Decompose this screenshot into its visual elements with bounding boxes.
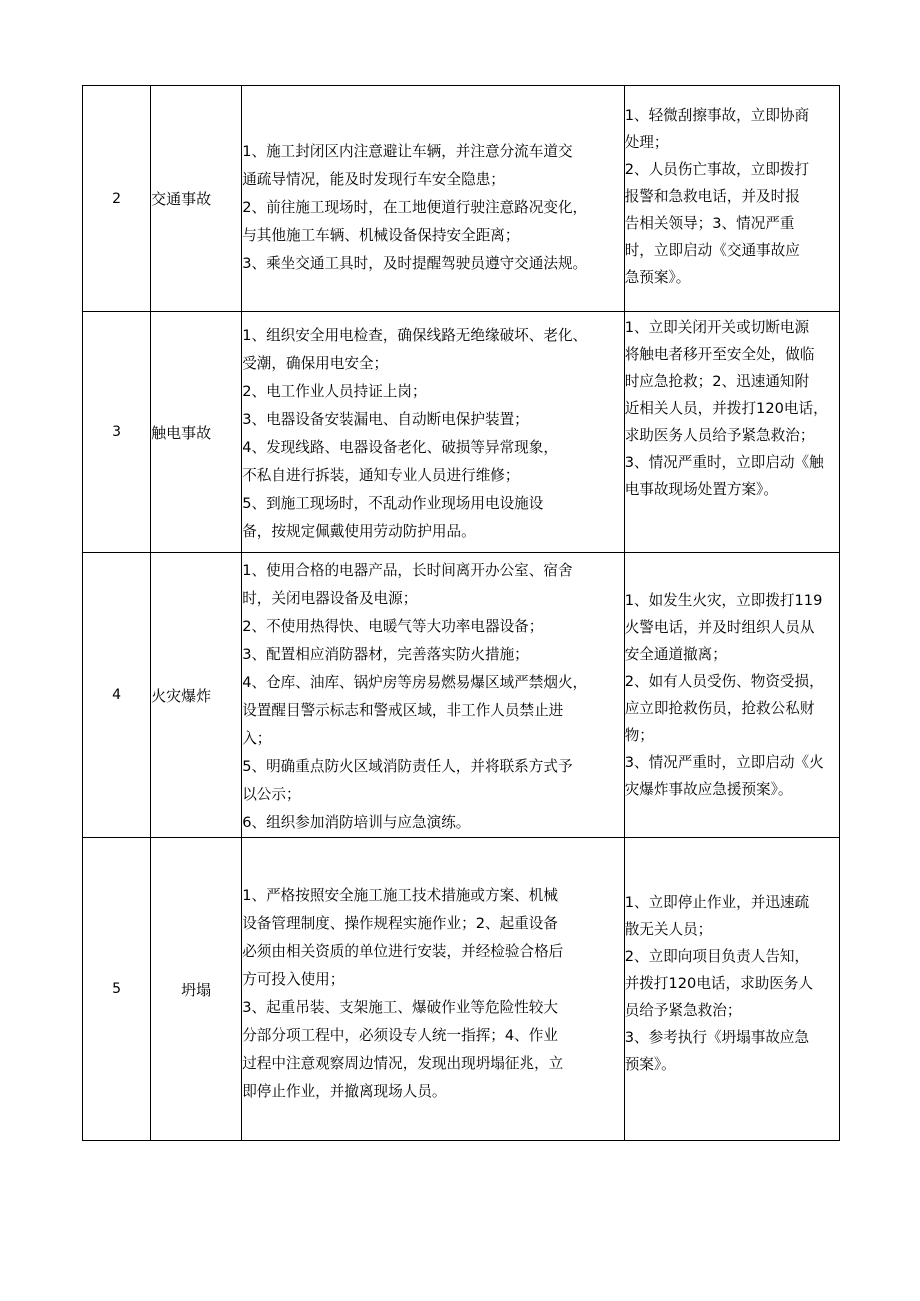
measure-line: 1、组织安全用电检查，确保线路无绝缘破坏、老化、	[242, 327, 588, 344]
accident-type: 交通事故	[151, 86, 242, 312]
row-number: 5	[83, 838, 151, 1141]
response-line: 1、轻微刮擦事故，立即协商	[624, 107, 810, 124]
measure-line: 受潮，确保用电安全；	[242, 355, 389, 372]
response-line: 报警和急救电话，并及时报	[624, 188, 800, 205]
row-number: 3	[83, 312, 151, 553]
table-row	[83, 312, 840, 553]
table-row	[83, 553, 840, 838]
response-line: 急预案》。	[624, 269, 691, 286]
response-line: 安全通道撤离；	[624, 646, 727, 663]
response-line: 时，立即启动《交通事故应	[624, 242, 800, 259]
accident-type: 坍塌	[151, 838, 242, 1141]
emergency-response	[624, 553, 839, 838]
accident-type: 触电事故	[151, 312, 242, 553]
response-line: 3、情况严重时，立即启动《触	[624, 454, 824, 471]
table-row	[83, 838, 840, 1141]
measure-line: 设置醒目警示标志和警戒区域，非工作人员禁止进	[242, 702, 564, 719]
measure-line: 即停止作业，并撤离现场人员。	[242, 1083, 447, 1100]
response-line: 1、立即关闭开关或切断电源	[624, 319, 810, 336]
emergency-response	[624, 312, 839, 553]
response-line: 火警电话，并及时组织人员从	[624, 619, 815, 636]
measure-line: 1、施工封闭区内注意避让车辆，并注意分流车道交	[242, 143, 573, 160]
response-line: 物；	[624, 727, 654, 744]
emergency-response	[624, 838, 839, 1141]
response-line: 预案》。	[624, 1056, 676, 1073]
response-line: 时应急抢救；2、迅速通知附	[624, 373, 810, 390]
measure-line: 3、电器设备安装漏电、自动断电保护装置；	[242, 411, 529, 428]
measure-line: 5、到施工现场时，不乱动作业现场用电设施设	[242, 495, 544, 512]
response-line: 员给予紧急救治；	[624, 1002, 742, 1019]
response-line: 2、如有人员受伤、物资受损，	[624, 673, 824, 690]
response-line: 应立即抢救伤员，抢救公私财	[624, 700, 815, 717]
measure-line: 2、电工作业人员持证上岗；	[242, 383, 427, 400]
measure-line: 不私自进行拆装，通知专业人员进行维修；	[242, 467, 520, 484]
prevention-measures	[242, 838, 625, 1141]
measure-line: 3、乘坐交通工具时，及时提醒驾驶员遵守交通法规。	[242, 255, 588, 272]
measure-line: 5、明确重点防火区域消防责任人，并将联系方式予	[242, 758, 573, 775]
measure-line: 入；	[242, 730, 272, 747]
prevention-measures	[242, 312, 625, 553]
measure-line: 2、不使用热得快、电暖气等大功率电器设备；	[242, 618, 544, 635]
measure-line: 时，关闭电器设备及电源；	[242, 590, 418, 607]
response-line: 电事故现场处置方案》。	[624, 481, 778, 498]
measure-line: 3、起重吊装、支架施工、爆破作业等危险性较大	[242, 999, 558, 1016]
accident-type: 火灾爆炸	[151, 553, 242, 838]
response-line: 1、如发生火灾，立即拨打119	[624, 592, 823, 609]
row-number: 4	[83, 553, 151, 838]
response-line: 2、人员伤亡事故，立即拨打	[624, 161, 810, 178]
response-line: 将触电者移开至安全处，做临	[624, 346, 815, 363]
response-line: 处理；	[624, 134, 669, 151]
measure-line: 6、组织参加消防培训与应急演练。	[242, 814, 471, 831]
row-number: 2	[83, 86, 151, 312]
measure-line: 4、发现线路、电器设备老化、破损等异常现象，	[242, 439, 558, 456]
measure-line: 方可投入使用；	[242, 971, 345, 988]
measure-line: 设备管理制度、操作规程实施作业；2、起重设备	[242, 915, 558, 932]
response-line: 并拨打120电话，求助医务人	[624, 975, 814, 992]
prevention-measures	[242, 553, 625, 838]
response-line: 灾爆炸事故应急援预案》。	[624, 781, 793, 798]
measure-line: 4、仓库、油库、锅炉房等房易燃易爆区域严禁烟火，	[242, 674, 588, 691]
risk-control-table	[82, 85, 840, 1141]
measure-line: 1、严格按照安全施工施工技术措施或方案、机械	[242, 887, 558, 904]
measure-line: 备，按规定佩戴使用劳动防护用品。	[242, 523, 476, 540]
response-line: 告相关领导；3、情况严重	[624, 215, 795, 232]
measure-line: 3、配置相应消防器材，完善落实防火措施；	[242, 646, 529, 663]
response-line: 1、立即停止作业，并迅速疏	[624, 894, 810, 911]
response-line: 求助医务人员给予紧急救治；	[624, 427, 815, 444]
response-line: 2、立即向项目负责人告知，	[624, 948, 810, 965]
prevention-measures	[242, 86, 625, 312]
measure-line: 过程中注意观察周边情况，发现出现坍塌征兆，立	[242, 1055, 564, 1072]
measure-line: 与其他施工车辆、机械设备保持安全距离；	[242, 227, 520, 244]
measure-line: 分部分项工程中，必须设专人统一指挥；4、作业	[242, 1027, 558, 1044]
measure-line: 2、前往施工现场时，在工地便道行驶注意路况变化，	[242, 199, 588, 216]
emergency-response	[624, 86, 839, 312]
table-row	[83, 86, 840, 312]
response-line: 散无关人员；	[624, 921, 713, 938]
response-line: 3、情况严重时，立即启动《火	[624, 754, 824, 771]
measure-line: 以公示；	[242, 786, 301, 803]
measure-line: 必须由相关资质的单位进行安装，并经检验合格后	[242, 943, 564, 960]
measure-line: 1、使用合格的电器产品，长时间离开办公室、宿舍	[242, 562, 573, 579]
response-line: 近相关人员，并拨打120电话，	[624, 400, 828, 417]
response-line: 3、参考执行《坍塌事故应急	[624, 1029, 810, 1046]
measure-line: 通疏导情况，能及时发现行车安全隐患；	[242, 171, 505, 188]
